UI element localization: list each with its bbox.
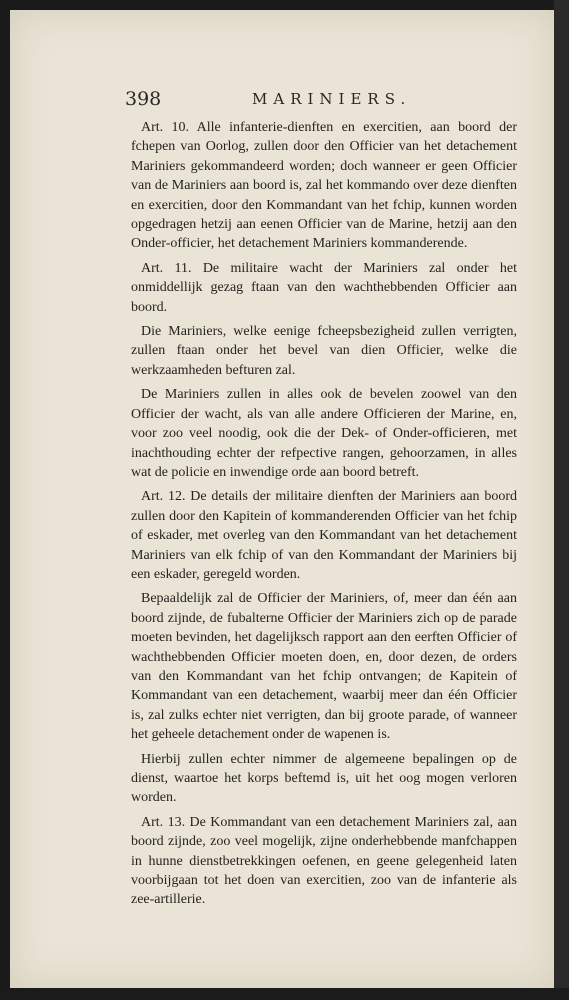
running-title: MARINIERS. xyxy=(252,90,412,108)
paragraph-art-11: Art. 11. De militaire wacht der Mariniers zal onder het onmiddellijk gezag ftaan van den wachthebbenden Officier aan boord. xyxy=(131,260,517,315)
page-number: 398 xyxy=(125,88,162,110)
page-header xyxy=(125,84,425,114)
body-text xyxy=(131,118,517,915)
scan-edge-right xyxy=(554,0,569,1000)
paragraph-mariniers-orders: Die Mariniers, welke eenige fcheepsbezigheid zullen verrigten, zullen ftaan onder het bevel van dien Officier, welke die werkzaamheden befturen zal. xyxy=(131,324,517,378)
paragraph-officer-duties: Bepaaldelijk zal de Officier der Mariniers, of, meer dan één aan boord zijnde, de fubalterne Officier der Mariniers zich op de parade moeten bevinden, het dagelijksch rapport aan den eerften Officier of wachthebbenden Officier moeten doen, en, door dezen, de orders van den Kommandant van het fchip ontvangen; de Kapitein of Kommandant van een detachement, waarbij meer dan één Officier is, zal zulks echter niet verrigten, dan bij groote parade, of wanneer het geheele detachement onder de wapenen is. xyxy=(131,591,517,743)
paragraph-mariniers-obedience: De Mariniers zullen in alles ook de bevelen zoowel van den Officier der wacht, als van alle andere Officieren der Marine, en, voor zoo veel noodig, ook die der Dek- of Onder-officieren, met inachthouding echter der refpective rangen, gehoorzamen, in alles wat de policie en inwendige orde aan boord betreft. xyxy=(131,387,517,480)
paragraph-art-13: Art. 13. De Kommandant van een detachement Mariniers zal, aan boord zijnde, zoo veel mogelijk, zijne onderhebbende manfchappen in hunne dienstbetrekkingen oefenen, en geene gelegenheid laten voorbijgaan tot het doen van exercitien, zoo van de infanterie als zee-artillerie. xyxy=(131,814,517,908)
scan-edge-bottom xyxy=(0,988,569,1000)
paragraph-art-10: Art. 10. Alle infanterie-dienften en exercitien, aan boord der fchepen van Oorlog, zullen door den Officier van het detachement Mariniers gekommandeerd worden; doch wanneer er geen Officier van de Mariniers aan boord is, zal het kommando over deze dienften en exercitien, door den Kommandant van het fchip, kunnen worden opgedragen hetzij aan eenen Officier van de Marine, hetzij aan den Onder-officier, het detachement Mariniers kommanderende. xyxy=(131,120,517,252)
paragraph-art-12: Art. 12. De details der militaire dienften der Mariniers aan boord zullen door den Kapitein of kommanderenden Officier van het fchip of eskader, met overleg van den Kommandant van het detachement Mariniers van elk fchip of van den Kommandant der Mariniers bij een eskader, geregeld worden. xyxy=(131,489,517,582)
paragraph-general-provisions: Hierbij zullen echter nimmer de algemeene bepalingen op de dienst, waartoe het korps beftemd is, uit het oog mogen verloren worden. xyxy=(131,751,517,806)
